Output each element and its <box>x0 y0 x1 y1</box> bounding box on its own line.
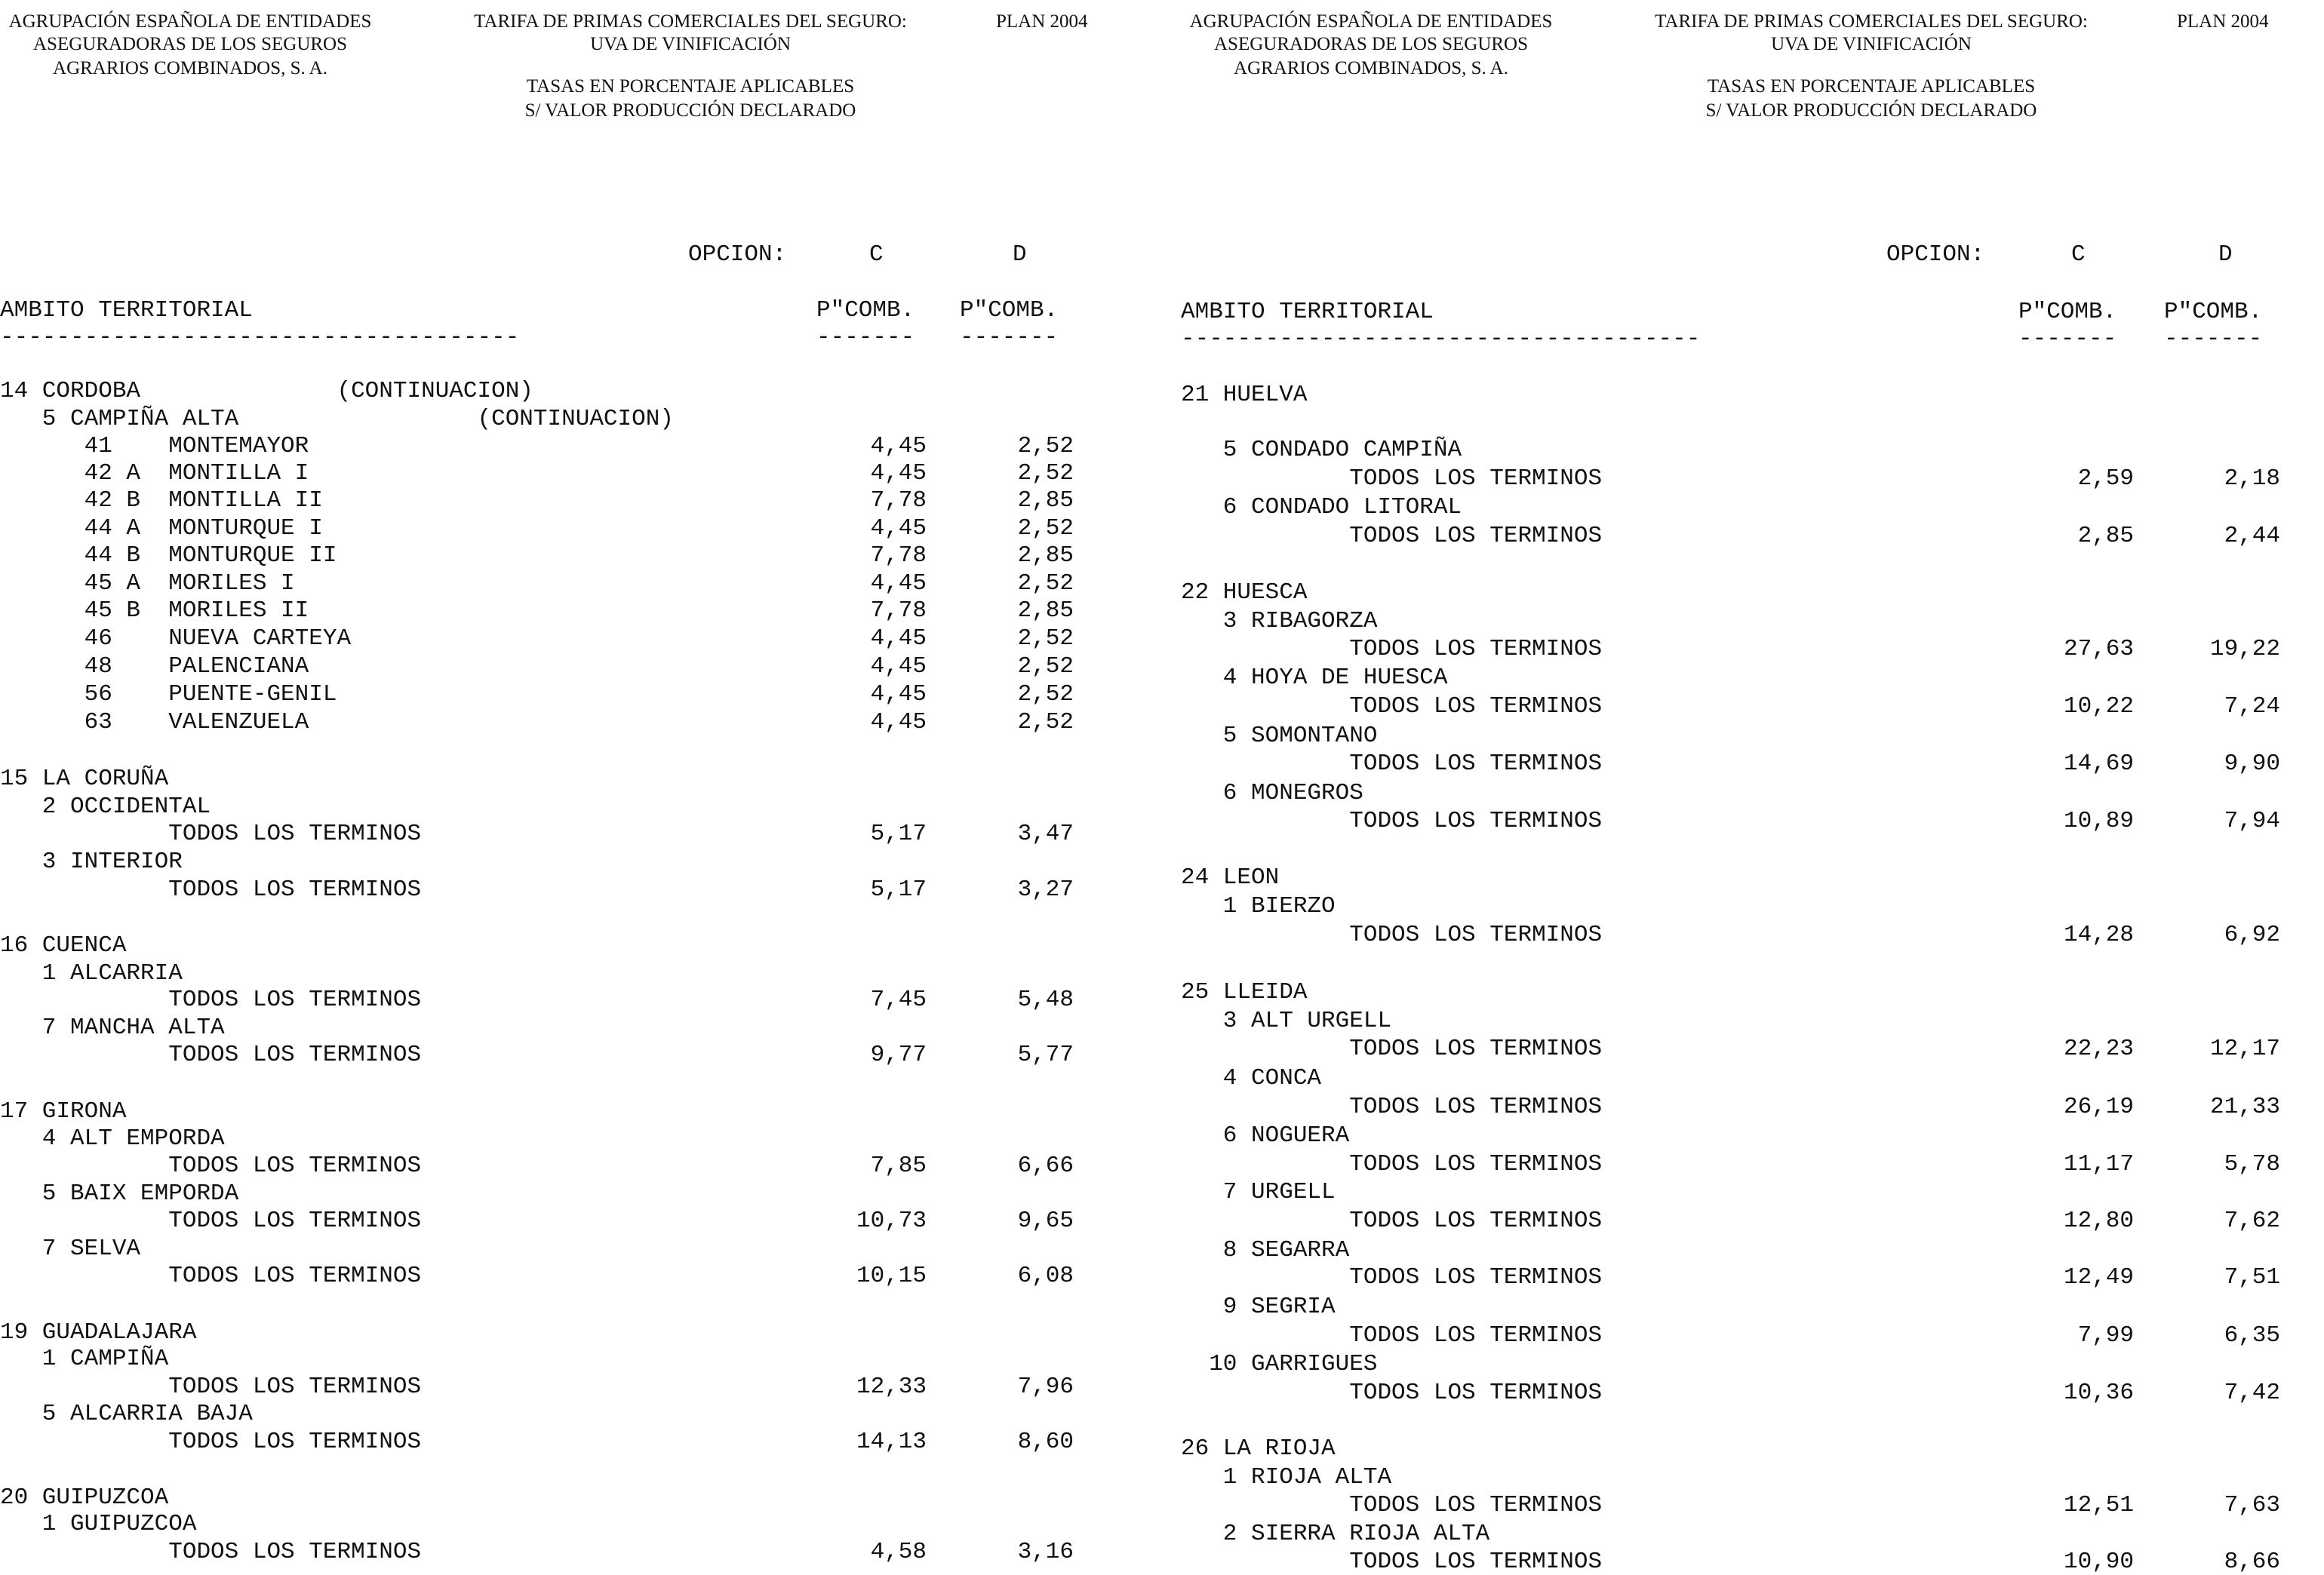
rate-c: 10,89 <box>2063 808 2134 834</box>
row-label: 10 GARRIGUES <box>1181 1351 1378 1377</box>
row-label: TODOS LOS TERMINOS <box>0 1374 422 1400</box>
row-label: 5 CONDADO CAMPIÑA <box>1181 437 1462 463</box>
row-label: 45 B MORILES II <box>0 597 309 624</box>
rate-c: 27,63 <box>2063 636 2134 662</box>
column-header-d: P"COMB. <box>960 297 1059 324</box>
rate-d: 12,17 <box>2209 1036 2280 1062</box>
rate-c: 12,51 <box>2063 1492 2134 1518</box>
row-label: 6 NOGUERA <box>1181 1122 1350 1149</box>
tariff-title-line: TARIFA DE PRIMAS COMERCIALES DEL SEGURO: <box>474 11 907 32</box>
rate-d: 2,85 <box>1017 487 1074 514</box>
row-label: TODOS LOS TERMINOS <box>1181 523 1603 549</box>
header-rule-d: ------- <box>960 324 1059 351</box>
row-label: TODOS LOS TERMINOS <box>1181 1151 1603 1177</box>
rate-d: 3,16 <box>1017 1539 1074 1565</box>
rate-c: 10,36 <box>2063 1380 2134 1406</box>
rate-d: 2,52 <box>1017 570 1074 597</box>
header-rule-ambito: ------------------------------------- <box>0 324 520 351</box>
rate-c: 10,22 <box>2063 693 2134 720</box>
rate-d: 9,65 <box>1017 1208 1074 1234</box>
row-label: 6 CONDADO LITORAL <box>1181 494 1462 520</box>
row-label: 3 RIBAGORZA <box>1181 608 1378 634</box>
row-label: 1 ALCARRIA <box>0 960 183 987</box>
rate-c: 12,33 <box>856 1374 927 1400</box>
row-label: 42 B MONTILLA II <box>0 487 323 514</box>
rate-d: 8,66 <box>2224 1549 2280 1575</box>
row-label: TODOS LOS TERMINOS <box>0 1153 422 1179</box>
row-label: TODOS LOS TERMINOS <box>1181 465 1603 492</box>
tariff-page-left <box>0 0 1139 1565</box>
rate-c: 2,85 <box>2077 523 2134 549</box>
row-label: 6 MONEGROS <box>1181 780 1363 806</box>
row-label: 4 ALT EMPORDA <box>0 1125 225 1152</box>
row-label: 45 A MORILES I <box>0 570 295 597</box>
ambito-header: AMBITO TERRITORIAL <box>1181 299 1434 325</box>
row-label: 41 MONTEMAYOR <box>0 433 309 459</box>
plan-label: PLAN 2004 <box>2177 11 2269 32</box>
row-label: TODOS LOS TERMINOS <box>1181 808 1603 834</box>
rate-d: 7,94 <box>2224 808 2280 834</box>
rate-c: 4,45 <box>870 709 927 735</box>
tariff-title-line: TARIFA DE PRIMAS COMERCIALES DEL SEGURO: <box>1655 11 2088 32</box>
row-label: 2 SIERRA RIOJA ALTA <box>1181 1521 1490 1547</box>
rate-c: 7,78 <box>870 487 927 514</box>
rate-d: 2,52 <box>1017 433 1074 459</box>
row-label: TODOS LOS TERMINOS <box>1181 1036 1603 1062</box>
row-label: 24 LEON <box>1181 864 1280 891</box>
rate-c: 7,78 <box>870 542 927 569</box>
rate-c: 14,13 <box>856 1429 927 1455</box>
rate-d: 3,47 <box>1017 821 1074 847</box>
rate-d: 21,33 <box>2209 1094 2280 1120</box>
column-header-d: P"COMB. <box>2164 299 2263 325</box>
row-label: 19 GUADALAJARA <box>0 1319 197 1346</box>
rate-c: 7,78 <box>870 597 927 624</box>
rate-c: 11,17 <box>2063 1151 2134 1177</box>
row-label: 8 SEGARRA <box>1181 1237 1350 1263</box>
org-name-line: ASEGURADORAS DE LOS SEGUROS <box>32 34 348 54</box>
row-label: 4 HOYA DE HUESCA <box>1181 665 1448 691</box>
subtitle-line: S/ VALOR PRODUCCIÓN DECLARADO <box>524 100 856 121</box>
row-label: TODOS LOS TERMINOS <box>1181 1264 1603 1291</box>
row-label: 20 GUIPUZCOA <box>0 1484 169 1511</box>
opcion-d: D <box>1013 241 1027 268</box>
row-label: 9 SEGRIA <box>1181 1294 1336 1320</box>
row-label: 4 CONCA <box>1181 1065 1322 1091</box>
row-label: 42 A MONTILLA I <box>0 460 309 487</box>
tariff-page-right <box>1181 0 2280 1575</box>
row-label: TODOS LOS TERMINOS <box>0 1263 422 1289</box>
rate-d: 2,52 <box>1017 653 1074 680</box>
row-label: 63 VALENZUELA <box>0 709 309 735</box>
rate-c: 14,28 <box>2063 922 2134 948</box>
rate-d: 2,44 <box>2224 523 2280 549</box>
row-label: 3 ALT URGELL <box>1181 1008 1392 1034</box>
rate-d: 6,35 <box>2224 1322 2280 1349</box>
row-label: TODOS LOS TERMINOS <box>0 877 422 903</box>
rate-c: 7,45 <box>870 987 927 1013</box>
rate-d: 7,24 <box>2224 693 2280 720</box>
row-label: TODOS LOS TERMINOS <box>1181 1094 1603 1120</box>
rate-c: 4,45 <box>870 515 927 542</box>
header-rule-ambito: ------------------------------------- <box>1181 326 1701 352</box>
rate-c: 22,23 <box>2063 1036 2134 1062</box>
rate-c: 7,99 <box>2077 1322 2134 1349</box>
row-label: TODOS LOS TERMINOS <box>1181 1549 1603 1575</box>
header-rule-c: ------- <box>2018 326 2117 352</box>
row-label: TODOS LOS TERMINOS <box>0 1208 422 1234</box>
opcion-d: D <box>2218 241 2233 268</box>
row-label: TODOS LOS TERMINOS <box>0 1042 422 1068</box>
rate-c: 5,17 <box>870 821 927 847</box>
rate-d: 2,52 <box>1017 515 1074 542</box>
rate-d: 2,85 <box>1017 597 1074 624</box>
rate-d: 5,48 <box>1017 987 1074 1013</box>
rate-d: 6,92 <box>2224 922 2280 948</box>
row-label: 46 NUEVA CARTEYA <box>0 625 352 652</box>
row-label: 44 B MONTURQUE II <box>0 542 337 569</box>
org-name-line: AGRUPACIÓN ESPAÑOLA DE ENTIDADES <box>1189 11 1553 32</box>
row-label: 5 BAIX EMPORDA <box>0 1180 239 1207</box>
row-label: 48 PALENCIANA <box>0 653 309 680</box>
rate-c: 5,17 <box>870 877 927 903</box>
rate-c: 4,45 <box>870 460 927 487</box>
rate-c: 10,73 <box>856 1208 927 1234</box>
rate-d: 2,52 <box>1017 460 1074 487</box>
row-label: TODOS LOS TERMINOS <box>1181 751 1603 777</box>
header-rule-c: ------- <box>816 324 915 351</box>
rate-d: 7,96 <box>1017 1374 1074 1400</box>
row-label: 3 INTERIOR <box>0 849 183 875</box>
rate-c: 4,45 <box>870 433 927 459</box>
rate-d: 5,77 <box>1017 1042 1074 1068</box>
rate-d: 2,52 <box>1017 681 1074 708</box>
tariff-title-line: UVA DE VINIFICACIÓN <box>590 34 791 54</box>
row-label: 25 LLEIDA <box>1181 979 1308 1005</box>
rate-d: 7,42 <box>2224 1380 2280 1406</box>
rate-c: 4,45 <box>870 625 927 652</box>
row-label: 22 HUESCA <box>1181 579 1308 606</box>
row-label: TODOS LOS TERMINOS <box>1181 1492 1603 1518</box>
org-name-line: AGRARIOS COMBINADOS, S. A. <box>53 58 327 78</box>
column-header-c: P"COMB. <box>816 297 915 324</box>
rate-d: 8,60 <box>1017 1429 1074 1455</box>
row-label: 1 BIERZO <box>1181 893 1336 920</box>
row-label: TODOS LOS TERMINOS <box>1181 693 1603 720</box>
row-label: 5 ALCARRIA BAJA <box>0 1401 253 1427</box>
row-label: 14 CORDOBA (CONTINUACION) <box>0 378 533 404</box>
plan-label: PLAN 2004 <box>996 11 1088 32</box>
rate-c: 7,85 <box>870 1153 927 1179</box>
header-rule-d: ------- <box>2164 326 2263 352</box>
row-label: TODOS LOS TERMINOS <box>1181 1322 1603 1349</box>
row-label: 5 CAMPIÑA ALTA (CONTINUACION) <box>0 406 674 432</box>
subtitle-line: TASAS EN PORCENTAJE APLICABLES <box>1707 76 2036 97</box>
row-label: TODOS LOS TERMINOS <box>1181 922 1603 948</box>
opcion-c: C <box>869 241 884 268</box>
row-label: 5 SOMONTANO <box>1181 723 1378 749</box>
rate-c: 4,45 <box>870 653 927 680</box>
rate-c: 2,59 <box>2077 465 2134 492</box>
org-name-line: AGRUPACIÓN ESPAÑOLA DE ENTIDADES <box>8 11 372 32</box>
rate-c: 4,45 <box>870 570 927 597</box>
opcion-label: OPCION: <box>688 241 787 268</box>
rate-d: 5,78 <box>2224 1151 2280 1177</box>
rate-c: 10,90 <box>2063 1549 2134 1575</box>
row-label: TODOS LOS TERMINOS <box>0 987 422 1013</box>
org-name-line: AGRARIOS COMBINADOS, S. A. <box>1234 58 1508 78</box>
opcion-label: OPCION: <box>1886 241 1985 268</box>
row-label: 56 PUENTE-GENIL <box>0 681 337 708</box>
rate-c: 26,19 <box>2063 1094 2134 1120</box>
row-label: 26 LA RIOJA <box>1181 1435 1336 1462</box>
row-label: TODOS LOS TERMINOS <box>0 1429 422 1455</box>
row-label: 7 MANCHA ALTA <box>0 1015 225 1041</box>
rate-c: 4,58 <box>870 1539 927 1565</box>
rate-c: 10,15 <box>856 1263 927 1289</box>
rate-d: 2,18 <box>2224 465 2280 492</box>
row-label: 17 GIRONA <box>0 1098 127 1125</box>
subtitle-line: S/ VALOR PRODUCCIÓN DECLARADO <box>1705 100 2037 121</box>
ambito-header: AMBITO TERRITORIAL <box>0 297 253 324</box>
row-label: 21 HUELVA <box>1181 382 1308 408</box>
row-label: 2 OCCIDENTAL <box>0 794 211 820</box>
rate-d: 3,27 <box>1017 877 1074 903</box>
row-label: 1 GUIPUZCOA <box>0 1511 197 1537</box>
rate-d: 2,52 <box>1017 625 1074 652</box>
row-label: 15 LA CORUÑA <box>0 766 169 792</box>
rate-d: 19,22 <box>2209 636 2280 662</box>
rate-d: 7,62 <box>2224 1208 2280 1234</box>
rate-d: 7,63 <box>2224 1492 2280 1518</box>
rate-c: 12,49 <box>2063 1264 2134 1291</box>
rate-d: 9,90 <box>2224 751 2280 777</box>
row-label: 7 URGELL <box>1181 1179 1336 1205</box>
rate-c: 4,45 <box>870 681 927 708</box>
row-label: TODOS LOS TERMINOS <box>0 1539 422 1565</box>
org-name-line: ASEGURADORAS DE LOS SEGUROS <box>1213 34 1529 54</box>
row-label: TODOS LOS TERMINOS <box>1181 1380 1603 1406</box>
row-label: 16 CUENCA <box>0 932 127 959</box>
rate-c: 12,80 <box>2063 1208 2134 1234</box>
rate-d: 6,66 <box>1017 1153 1074 1179</box>
row-label: TODOS LOS TERMINOS <box>1181 636 1603 662</box>
row-label: 1 CAMPIÑA <box>0 1346 169 1372</box>
rate-c: 9,77 <box>870 1042 927 1068</box>
row-label: 1 RIOJA ALTA <box>1181 1464 1392 1491</box>
subtitle-line: TASAS EN PORCENTAJE APLICABLES <box>526 76 855 97</box>
tariff-title-line: UVA DE VINIFICACIÓN <box>1771 34 1972 54</box>
rate-d: 6,08 <box>1017 1263 1074 1289</box>
row-label: 44 A MONTURQUE I <box>0 515 323 542</box>
rate-d: 2,85 <box>1017 542 1074 569</box>
rate-c: 14,69 <box>2063 751 2134 777</box>
rate-d: 2,52 <box>1017 709 1074 735</box>
row-label: TODOS LOS TERMINOS <box>0 821 422 847</box>
rate-d: 7,51 <box>2224 1264 2280 1291</box>
row-label: TODOS LOS TERMINOS <box>1181 1208 1603 1234</box>
opcion-c: C <box>2071 241 2086 268</box>
column-header-c: P"COMB. <box>2018 299 2117 325</box>
row-label: 7 SELVA <box>0 1236 141 1262</box>
